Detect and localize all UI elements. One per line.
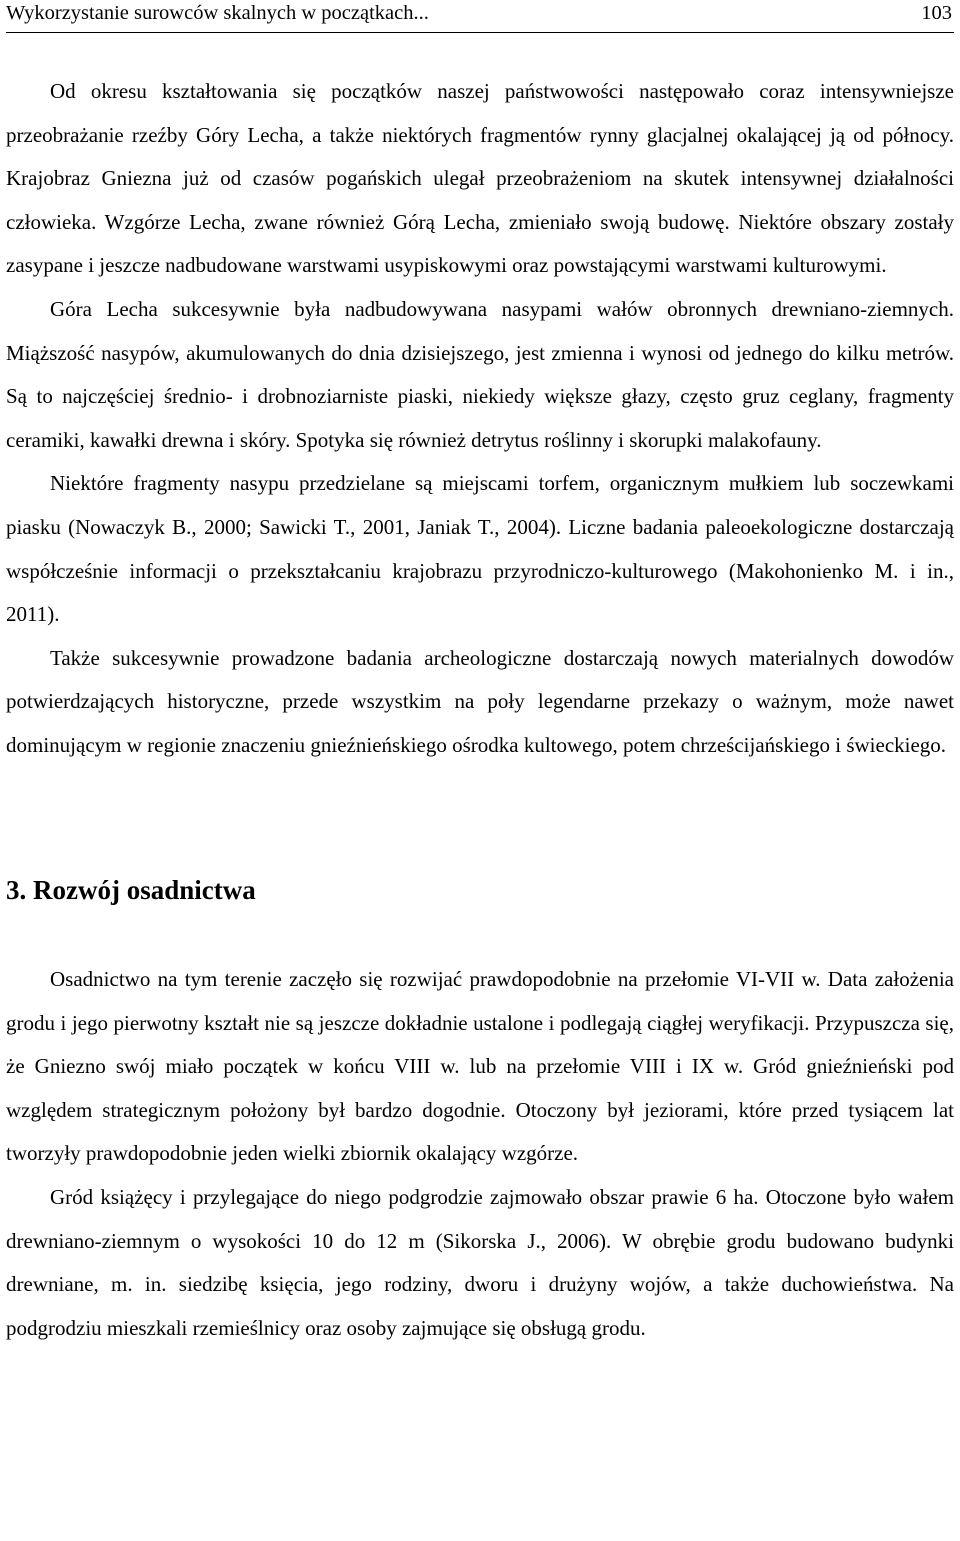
page-number: 103 [921, 2, 952, 24]
paragraph: Gród książęcy i przylegające do niego podgrodzie zajmowało obszar prawie 6 ha. Otoczone było wałem drewniano-ziemnym o wysokości 10 do 12 m (Sikorska J., 2006). W obrębie grodu budowano budynki drewniane, m. in. siedzibę księcia, jego rodziny, dworu i drużyny wojów, a także duchowieństwa. Na podgrodziu mieszkali rzemieślnicy oraz osoby zajmujące się obsługą grodu. [6, 1184, 954, 1340]
running-title: Wykorzystanie surowców skalnych w początkach... [6, 2, 429, 24]
paragraph: Niektóre fragmenty nasypu przedzielane są miejscami torfem, organicznym mułkiem lub soczewkami piasku (Nowaczyk B., 2000; Sawicki T., 2001, Janiak T., 2004). Liczne badania paleoekologiczne dostarczają współcześnie informacji o przekształcaniu krajobrazu przyrodniczo-kulturowego (Makohonienko M. i in., 2011). [6, 471, 954, 627]
section-heading: 3. Rozwój osadnictwa [6, 874, 256, 905]
running-header [6, 0, 954, 33]
section-body [6, 910, 954, 1350]
paragraph: Góra Lecha sukcesywnie była nadbudowywana nasypami wałów obronnych drewniano-ziemnych. Miąższość nasypów, akumulowanych do dnia dzisiejszego, jest zmienna i wynosi od jednego do kilku metrów. Są to najczęściej średnio- i drobnoziarniste piaski, niekiedy większe głazy, często gruz ceglany, fragmenty ceramiki, kawałki drewna i skóry. Spotyka się również detrytus roślinny i skorupki malakofauny. [6, 296, 954, 452]
paragraph: Także sukcesywnie prowadzone badania archeologiczne dostarczają nowych materialnych dowodów potwierdzających historyczne, przede wszystkim na poły legendarne przekazy o ważnym, może nawet dominującym w regionie znaczeniu gnieźnieńskiego ośrodka kultowego, potem chrześcijańskiego i świeckiego. [6, 645, 954, 757]
document-page [6, 0, 954, 1350]
paragraph: Osadnictwo na tym terenie zaczęło się rozwijać prawdopodobnie na przełomie VI-VII w. Data założenia grodu i jego pierwotny kształt nie są jeszcze dokładnie ustalone i podlegają ciągłej weryfikacji. Przypuszcza się, że Gniezno swój miało początek w końcu VIII w. lub na przełomie VIII i IX w. Gród gnieźnieński pod względem strategicznym położony był bardzo dogodnie. Otoczony był jeziorami, które przed tysiącem lat tworzyły prawdopodobnie jeden wielki zbiornik okalający wzgórze. [6, 966, 954, 1166]
body-text-section [6, 33, 954, 767]
paragraph: Od okresu kształtowania się początków naszej państwowości następowało coraz intensywniejsze przeobrażanie rzeźby Góry Lecha, a także niektórych fragmentów rynny glacjalnej okalającej ją od północy. Krajobraz Gniezna już od czasów pogańskich ulegał przeobrażeniom na skutek intensywnej działalności człowieka. Wzgórze Lecha, zwane również Górą Lecha, zmieniało swoją budowę. Niektóre obszary zostały zasypane i jeszcze nadbudowane warstwami usypiskowymi oraz powstającymi warstwami kulturowymi. [6, 79, 954, 278]
